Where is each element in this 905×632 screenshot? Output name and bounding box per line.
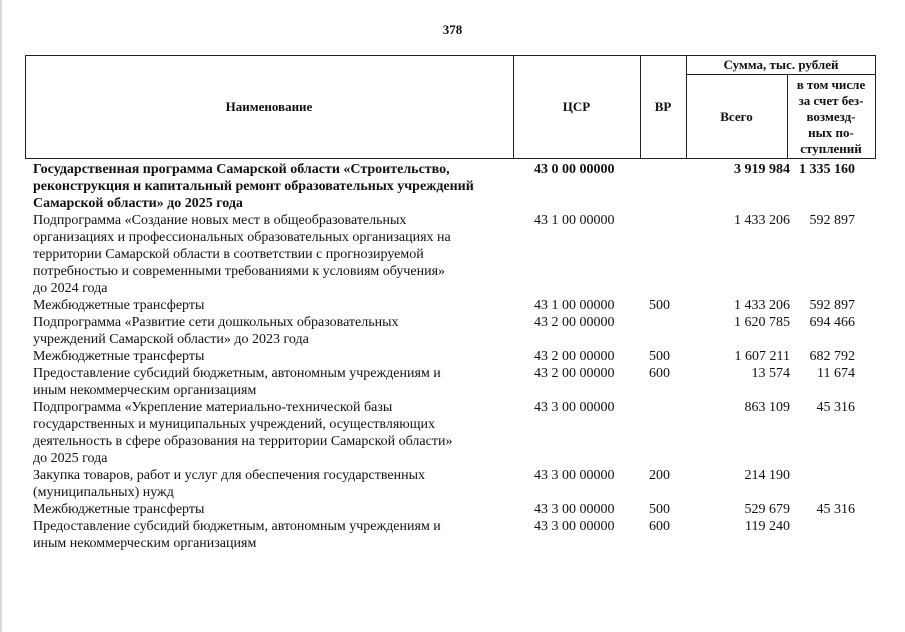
header-incl-line: за счет без- xyxy=(798,92,864,108)
table-row xyxy=(33,399,873,467)
row-name-line: Межбюджетные трансферты xyxy=(33,298,205,313)
row-name xyxy=(33,501,513,518)
row-total: 529 679 xyxy=(744,502,790,517)
row-name-line: иным некоммерческим организациям xyxy=(33,536,257,551)
row-name xyxy=(33,297,513,314)
row-name-line: иным некоммерческим организациям xyxy=(33,383,257,398)
row-name xyxy=(33,348,513,365)
row-name-line: Подпрограмма «Развитие сети дошкольных образовательных xyxy=(33,315,399,330)
row-incl: 45 316 xyxy=(816,400,855,415)
header-sum-group: Сумма, тыс. рублей xyxy=(723,56,839,72)
row-name xyxy=(33,161,513,212)
header-total: Всего xyxy=(720,108,753,124)
table-row xyxy=(33,348,873,365)
table-row xyxy=(33,212,873,297)
row-vr: 500 xyxy=(649,298,670,313)
table-row xyxy=(33,161,873,212)
header-incl-line: в том числе xyxy=(796,76,866,92)
row-name-line: Предоставление субсидий бюджетным, автономным учреждениям и xyxy=(33,519,441,534)
row-incl: 694 466 xyxy=(809,315,855,330)
row-vr: 200 xyxy=(649,468,670,483)
row-vr: 500 xyxy=(649,349,670,364)
row-csr: 43 0 00 00000 xyxy=(534,162,615,177)
row-csr: 43 3 00 00000 xyxy=(534,468,615,483)
header-vr: ВР xyxy=(654,99,672,114)
row-name-line: Предоставление субсидий бюджетным, автономным учреждениям и xyxy=(33,366,441,381)
table-row xyxy=(33,314,873,348)
row-name-line: Межбюджетные трансферты xyxy=(33,502,205,517)
row-name xyxy=(33,399,513,467)
row-name xyxy=(33,314,513,348)
row-name-line: Самарской области» до 2025 года xyxy=(33,196,243,211)
row-total: 863 109 xyxy=(744,400,790,415)
row-name-line: до 2024 года xyxy=(33,281,108,296)
row-name-line: потребностью и современными требованиями к условиям обучения» xyxy=(33,264,446,279)
row-name-line: учреждений Самарской области» до 2023 года xyxy=(33,332,309,347)
row-name-line: (муниципальных) нужд xyxy=(33,485,174,500)
row-name-line: Межбюджетные трансферты xyxy=(33,349,205,364)
row-vr: 600 xyxy=(649,519,670,534)
row-vr: 600 xyxy=(649,366,670,381)
row-incl: 592 897 xyxy=(809,298,855,313)
row-csr: 43 3 00 00000 xyxy=(534,502,615,517)
row-csr: 43 2 00 00000 xyxy=(534,349,615,364)
header-csr: ЦСР xyxy=(562,99,591,114)
header-name: Наименование xyxy=(225,99,313,114)
row-csr: 43 1 00 00000 xyxy=(534,213,615,228)
row-name xyxy=(33,467,513,501)
row-incl: 11 674 xyxy=(817,366,855,381)
row-name xyxy=(33,518,513,552)
scan-edge xyxy=(0,0,2,632)
row-total: 1 433 206 xyxy=(734,213,790,228)
row-name-line: Подпрограмма «Создание новых мест в общеобразовательных xyxy=(33,213,407,228)
header-incl-line: ных по- xyxy=(808,124,854,140)
row-name-line: до 2025 года xyxy=(33,451,108,466)
row-incl: 45 316 xyxy=(816,502,855,517)
row-name-line: Закупка товаров, работ и услуг для обеспечения государственных xyxy=(33,468,426,483)
header-incl xyxy=(787,74,875,159)
row-total: 1 607 211 xyxy=(734,349,790,364)
row-total: 1 433 206 xyxy=(734,298,790,313)
row-incl: 592 897 xyxy=(809,213,855,228)
row-incl: 1 335 160 xyxy=(799,162,855,177)
row-name xyxy=(33,212,513,297)
row-incl: 682 792 xyxy=(809,349,855,364)
header-incl-line: возмезд- xyxy=(806,108,856,124)
row-csr: 43 3 00 00000 xyxy=(534,519,615,534)
row-name-line: деятельность в сфере образования на территории Самарской области» xyxy=(33,434,453,449)
row-csr: 43 3 00 00000 xyxy=(534,400,615,415)
table-row xyxy=(33,297,873,314)
row-total: 1 620 785 xyxy=(734,315,790,330)
row-csr: 43 2 00 00000 xyxy=(534,315,615,330)
table-body xyxy=(33,161,873,552)
row-total: 119 240 xyxy=(745,519,790,534)
row-name-line: Государственная программа Самарской области «Строительство, xyxy=(33,162,450,177)
table-row xyxy=(33,365,873,399)
row-csr: 43 1 00 00000 xyxy=(534,298,615,313)
table-row xyxy=(33,467,873,501)
row-total: 214 190 xyxy=(744,468,790,483)
row-total: 13 574 xyxy=(751,366,790,381)
row-csr: 43 2 00 00000 xyxy=(534,366,615,381)
row-vr: 500 xyxy=(649,502,670,517)
table-row xyxy=(33,518,873,552)
row-name xyxy=(33,365,513,399)
row-name-line: Подпрограмма «Укрепление материально-технической базы xyxy=(33,400,393,415)
header-incl-line: ступлений xyxy=(800,140,862,156)
row-name-line: реконструкция и капитальный ремонт образовательных учреждений xyxy=(33,179,474,194)
row-total: 3 919 984 xyxy=(734,162,790,177)
table-row xyxy=(33,501,873,518)
row-name-line: территории Самарской области в соответствии с прогнозируемой xyxy=(33,247,424,262)
row-name-line: государственных и муниципальных учреждений, осуществляющих xyxy=(33,417,435,432)
row-name-line: организациях и профессиональных образовательных организациях на xyxy=(33,230,451,245)
page-number: 378 xyxy=(442,22,463,37)
table-header xyxy=(25,55,876,159)
